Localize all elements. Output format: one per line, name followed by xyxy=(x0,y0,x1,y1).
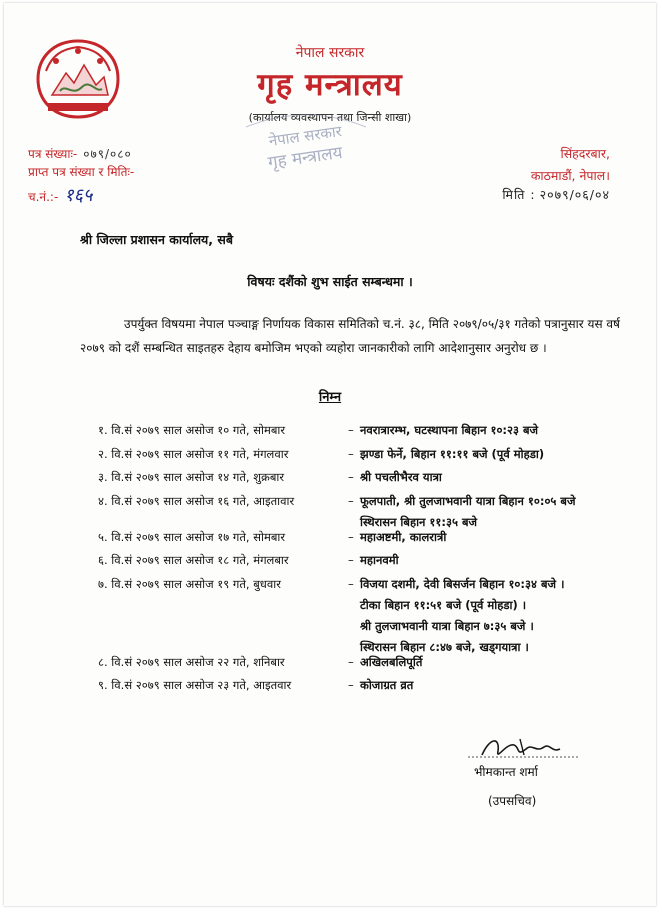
list-item xyxy=(98,577,638,655)
item-date: ८. वि.सं २०७९ साल असोज २२ गते, शनिबार xyxy=(98,654,285,669)
list-item xyxy=(98,494,638,530)
received-letter-label: प्राप्त पत्र संख्या र मितिः- xyxy=(28,165,135,179)
item-dash: – xyxy=(348,446,354,461)
signatory-designation: (उपसचिव) xyxy=(488,794,537,808)
chalani-number: च.नं.:- १६५ xyxy=(28,185,93,206)
schedule-list xyxy=(98,423,638,702)
stamp-text-line1: नेपाल सरकार xyxy=(267,122,343,151)
ministry-stamp xyxy=(236,107,376,173)
item-events: झण्डा फेर्ने, बिहान ११:११ बजे (पूर्व मोहडा) xyxy=(360,446,545,461)
item-events: नवरात्रारम्भ, घटस्थापना बिहान १०:२३ बजे xyxy=(360,423,539,437)
item-events: श्री पचलीभैरव यात्रा xyxy=(360,470,442,484)
item-events: फूलपाती, श्री तुलजाभवानी यात्रा बिहान १०:०५ बजे स्थिरासन बिहान ११:३५ बजे xyxy=(360,493,576,529)
body-paragraph: उपर्युक्त विषयमा नेपाल पञ्चाङ्ग निर्णायक विकास समितिको च.नं. ३८, मिति २०७९/०५/३१ गतेको पत्रानुसार यस वर्ष २०७९ को दशैं सम्बन्धित साइतहरु देहाय बमोजिम भएको व्यहोरा जानकारीको लागि आदेशानुसार अनुरोध छ । xyxy=(80,317,620,355)
letter-date: मिति : २०७९/०६/०४ xyxy=(502,187,610,202)
subject-line: विषयः दशैंको शुभ साईत सम्बन्धमा । xyxy=(247,274,413,289)
item-dash: – xyxy=(348,529,354,544)
item-dash: – xyxy=(348,553,354,567)
signatory-name: भीमकान्त शर्मा xyxy=(474,765,538,779)
item-date: ६. वि.सं २०७९ साल असोज १८ गते, मंगलबार xyxy=(98,553,289,567)
item-dash: – xyxy=(348,423,354,437)
stamp-text-line2: गृह मन्त्रालय xyxy=(266,142,344,173)
address-line2: काठमाडौं, नेपाल। xyxy=(530,168,610,183)
item-events: अखिलबलिपूर्ति xyxy=(360,654,423,669)
recipient: श्री जिल्ला प्रशासन कार्यालय, सबै xyxy=(80,232,233,247)
item-dash: – xyxy=(348,493,354,508)
letter-page xyxy=(4,3,656,906)
list-heading: निम्न xyxy=(318,390,342,405)
item-date: ५. वि.सं २०७९ साल असोज १७ गते, सोमबार xyxy=(98,529,286,544)
chalani-number-value: १६५ xyxy=(64,185,93,206)
address-line1: सिंहदरबार, xyxy=(560,146,610,161)
item-events: कोजाग्रत व्रत xyxy=(360,678,414,692)
item-dash: – xyxy=(348,654,354,669)
item-events: विजया दशमी, देवी बिसर्जन बिहान १०:३४ बजे । टीका बिहान ११:५१ बजे (पूर्व मोहडा) । श्री तुलजाभवानी यात्रा बिहान ७:३५ बजे । स्थिरासन बिहान ८:४७ बजे, खड्गयात्रा । xyxy=(360,576,565,654)
list-item xyxy=(98,447,638,471)
item-date: ४. वि.सं २०७९ साल असोज १६ गते, आइतावार xyxy=(98,493,295,508)
list-item xyxy=(98,530,638,554)
item-dash: – xyxy=(348,576,354,591)
section-name: (कार्यालय व्यवस्थापन तथा जिन्सी शाखा) xyxy=(248,111,412,124)
ministry-title: गृह मन्त्रालय xyxy=(257,67,403,103)
item-events: महानवमी xyxy=(360,553,399,567)
item-events: महाअष्टमी, कालरात्री xyxy=(360,529,447,544)
government-title: नेपाल सरकार xyxy=(295,45,365,61)
item-dash: – xyxy=(348,470,354,484)
list-item xyxy=(98,655,638,679)
list-item xyxy=(98,423,638,447)
patra-sankhya: पत्र संख्याः- ०७९/०८० xyxy=(28,147,132,161)
item-date: ३. वि.सं २०७९ साल असोज १४ गते, शुक्रबार xyxy=(98,470,285,484)
item-date: ९. वि.सं २०७९ साल असोज २३ गते, आइतवार xyxy=(98,678,292,692)
patra-sankhya-value: ०७९/०८० xyxy=(83,147,132,161)
letter-date-value: २०७९/०६/०४ xyxy=(539,187,610,202)
item-date: १. वि.सं २०७९ साल असोज १० गते, सोमबार xyxy=(98,423,286,437)
list-item xyxy=(98,678,638,702)
item-dash: – xyxy=(348,678,354,692)
item-date: २. वि.सं २०७९ साल असोज ११ गते, मंगलवार xyxy=(98,446,289,461)
item-date: ७. वि.सं २०७९ साल असोज १९ गते, बुधवार xyxy=(98,576,281,591)
list-item xyxy=(98,553,638,577)
list-item xyxy=(98,470,638,494)
